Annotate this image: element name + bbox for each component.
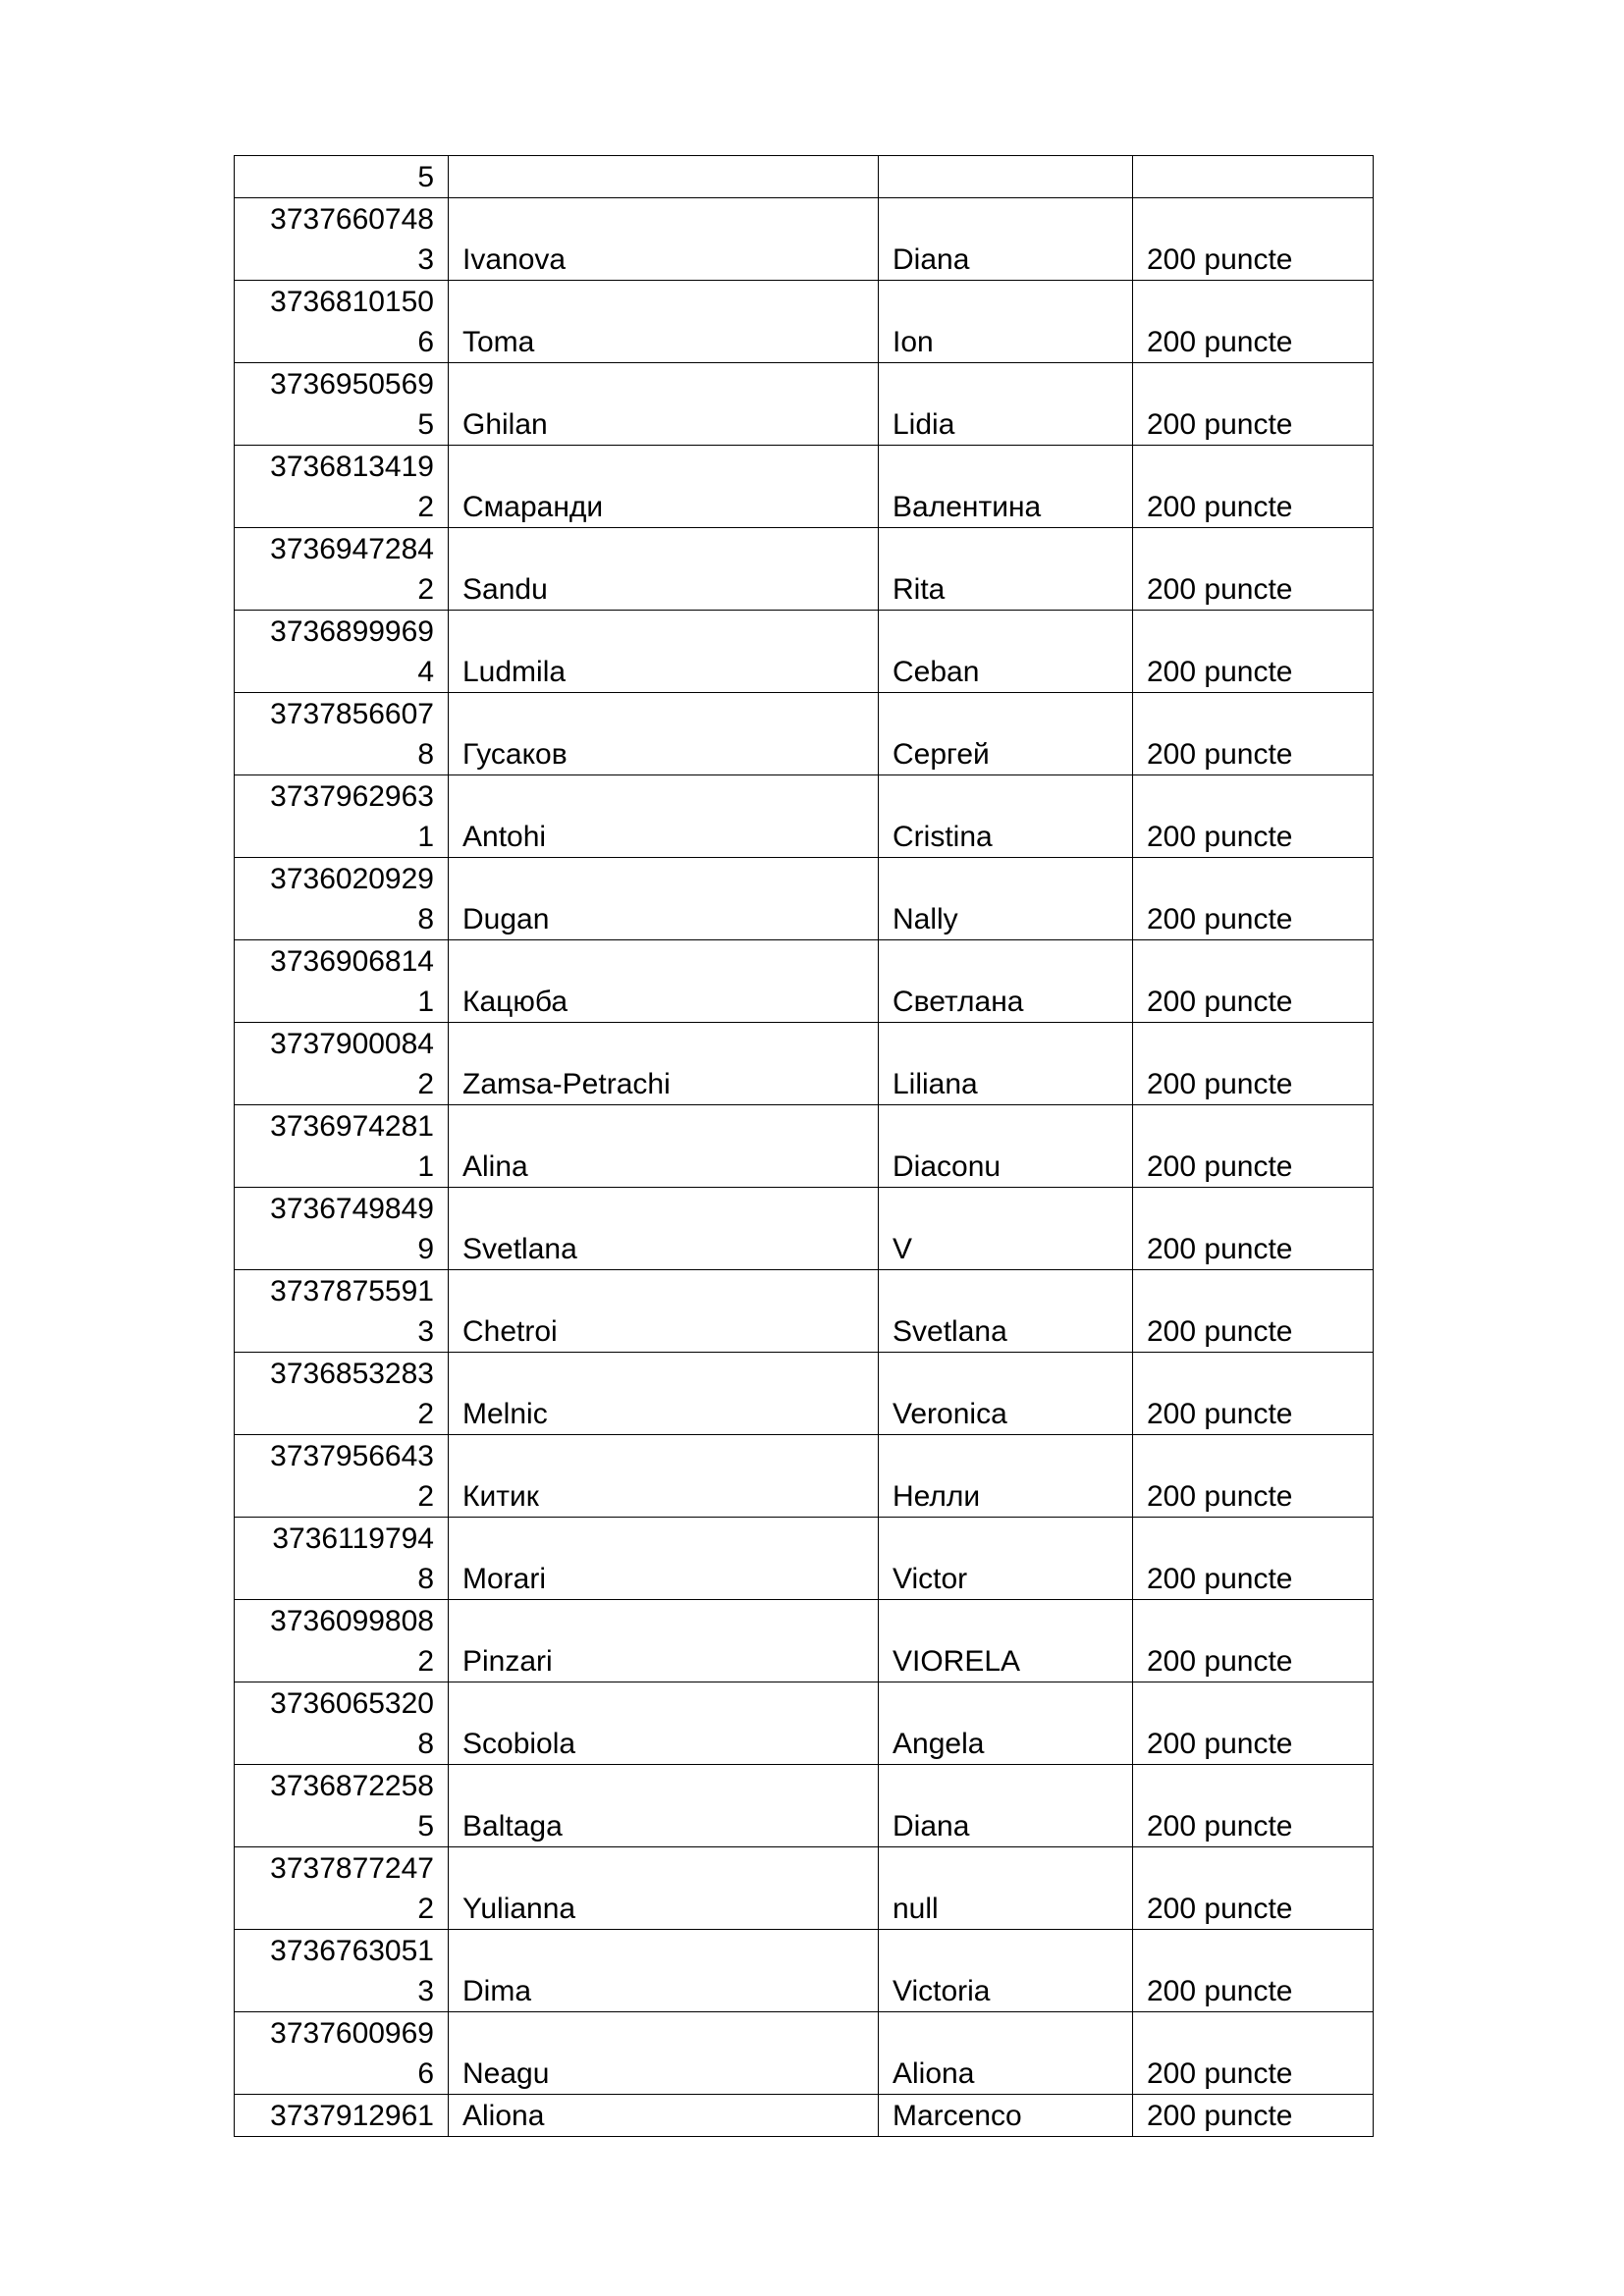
last-name: Toma: [462, 326, 535, 358]
first-name-cell: [879, 858, 1133, 940]
phone-number-part: 3737660748: [270, 203, 434, 236]
last-name: Смаранди: [462, 491, 604, 523]
last-name: Pinzari: [462, 1645, 553, 1678]
phone-number-part: 3736899969: [270, 615, 434, 648]
first-name-cell: [879, 1518, 1133, 1600]
first-name-cell: [879, 2095, 1133, 2137]
last-name-cell: [449, 156, 879, 198]
score-cell: [1133, 1105, 1374, 1188]
table-row: [235, 1270, 1374, 1353]
phone-number-part: 8: [417, 1563, 434, 1595]
score: 200 puncte: [1147, 1150, 1293, 1183]
first-name: Diana: [893, 243, 970, 276]
score-cell: [1133, 1518, 1374, 1600]
score-cell: [1133, 693, 1374, 775]
score: 200 puncte: [1147, 408, 1293, 441]
first-name: Diaconu: [893, 1150, 1001, 1183]
first-name: Liliana: [893, 1068, 978, 1100]
table-row: [235, 693, 1374, 775]
score-cell: [1133, 611, 1374, 693]
last-name-cell: [449, 1600, 879, 1682]
first-name-cell: [879, 1023, 1133, 1105]
last-name: Кацюба: [462, 986, 568, 1018]
phone-number-part: 3736065320: [270, 1687, 434, 1720]
table-row: [235, 1682, 1374, 1765]
first-name: Victor: [893, 1563, 968, 1595]
score: 200 puncte: [1147, 1068, 1293, 1100]
first-name-cell: [879, 1765, 1133, 1847]
phone-number-part: 3737912961: [270, 2100, 434, 2132]
first-name: V: [893, 1233, 913, 1265]
phone-number-part: 3736813419: [270, 451, 434, 483]
last-name-cell: [449, 693, 879, 775]
first-name-cell: [879, 940, 1133, 1023]
phone-number-cell: [235, 693, 449, 775]
score: 200 puncte: [1147, 2057, 1293, 2090]
phone-number-cell: [235, 1105, 449, 1188]
last-name-cell: [449, 281, 879, 363]
last-name: Chetroi: [462, 1315, 558, 1348]
score-cell: [1133, 2012, 1374, 2095]
phone-number-part: 3736950569: [270, 368, 434, 400]
phone-number-cell: [235, 363, 449, 446]
phone-number-cell: [235, 1682, 449, 1765]
last-name-cell: [449, 2095, 879, 2137]
first-name-cell: [879, 198, 1133, 281]
first-name-cell: [879, 281, 1133, 363]
score: 200 puncte: [1147, 326, 1293, 358]
last-name-cell: [449, 858, 879, 940]
last-name: Ivanova: [462, 243, 567, 276]
first-name-cell: [879, 1847, 1133, 1930]
last-name: Ludmila: [462, 656, 567, 688]
first-name: Aliona: [893, 2057, 975, 2090]
phone-number-cell: [235, 2012, 449, 2095]
score-cell: [1133, 1353, 1374, 1435]
last-name-cell: [449, 1188, 879, 1270]
last-name: Yulianna: [462, 1893, 576, 1925]
phone-number-part: 3737877247: [270, 1852, 434, 1885]
score-cell: [1133, 775, 1374, 858]
score-cell: [1133, 858, 1374, 940]
phone-number-part: 9: [417, 1233, 434, 1265]
phone-number-part: 2: [417, 573, 434, 606]
score-cell: [1133, 528, 1374, 611]
first-name-cell: [879, 693, 1133, 775]
phone-number-part: 3: [417, 1975, 434, 2007]
phone-number-part: 3737900084: [270, 1028, 434, 1060]
phone-number-cell: [235, 858, 449, 940]
phone-number-cell: [235, 446, 449, 528]
score: 200 puncte: [1147, 243, 1293, 276]
phone-number-cell: [235, 281, 449, 363]
phone-number-part: 3736947284: [270, 533, 434, 565]
first-name: Victoria: [893, 1975, 991, 2007]
first-name-cell: [879, 446, 1133, 528]
phone-number-cell: [235, 1023, 449, 1105]
phone-number-part: 8: [417, 903, 434, 935]
table-row: [235, 363, 1374, 446]
first-name: Diana: [893, 1810, 970, 1842]
last-name: Neagu: [462, 2057, 550, 2090]
first-name-cell: [879, 528, 1133, 611]
table-row: [235, 1188, 1374, 1270]
last-name: Baltaga: [462, 1810, 563, 1842]
phone-number-part: 3736099808: [270, 1605, 434, 1637]
phone-number-part: 1: [417, 821, 434, 853]
score-cell: [1133, 940, 1374, 1023]
first-name-cell: [879, 1105, 1133, 1188]
last-name: Dugan: [462, 903, 550, 935]
phone-number-part: 3736763051: [270, 1935, 434, 1967]
phone-number-cell: [235, 1270, 449, 1353]
last-name: Китик: [462, 1480, 539, 1513]
first-name: Svetlana: [893, 1315, 1007, 1348]
last-name-cell: [449, 1270, 879, 1353]
phone-number-part: 1: [417, 1150, 434, 1183]
score-cell: [1133, 198, 1374, 281]
table-row: [235, 611, 1374, 693]
last-name: Ghilan: [462, 408, 548, 441]
last-name-cell: [449, 1930, 879, 2012]
phone-number-part: 2: [417, 1068, 434, 1100]
last-name: Zamsa-Petrachi: [462, 1068, 671, 1100]
last-name-cell: [449, 1682, 879, 1765]
first-name: Валентина: [893, 491, 1042, 523]
score: 200 puncte: [1147, 1975, 1293, 2007]
last-name: Antohi: [462, 821, 547, 853]
score: 200 puncte: [1147, 1233, 1293, 1265]
phone-number-part: 3736974281: [270, 1110, 434, 1143]
score: 200 puncte: [1147, 1810, 1293, 1842]
last-name: Melnic: [462, 1398, 548, 1430]
score-cell: [1133, 1847, 1374, 1930]
phone-number-part: 2: [417, 491, 434, 523]
phone-number-part: 2: [417, 1893, 434, 1925]
first-name: VIORELA: [893, 1645, 1021, 1678]
score-cell: [1133, 156, 1374, 198]
first-name-cell: [879, 611, 1133, 693]
score-cell: [1133, 2095, 1374, 2137]
score: 200 puncte: [1147, 1728, 1293, 1760]
last-name-cell: [449, 1518, 879, 1600]
first-name: Светлана: [893, 986, 1024, 1018]
phone-number-cell: [235, 1847, 449, 1930]
phone-number-part: 3736810150: [270, 286, 434, 318]
first-name-cell: [879, 1188, 1133, 1270]
score: 200 puncte: [1147, 2100, 1293, 2132]
table-row: [235, 1105, 1374, 1188]
phone-number-part: 3736749849: [270, 1193, 434, 1225]
phone-number-part: 5: [417, 1810, 434, 1842]
score-cell: [1133, 1930, 1374, 2012]
table-row: [235, 940, 1374, 1023]
score-cell: [1133, 1765, 1374, 1847]
phone-number-cell: [235, 775, 449, 858]
last-name: Scobiola: [462, 1728, 576, 1760]
score: 200 puncte: [1147, 903, 1293, 935]
score-cell: [1133, 1600, 1374, 1682]
score-cell: [1133, 363, 1374, 446]
score-cell: [1133, 446, 1374, 528]
phone-number-cell: [235, 1435, 449, 1518]
first-name-cell: [879, 363, 1133, 446]
first-name: Сергей: [893, 738, 990, 771]
table-row: [235, 1023, 1374, 1105]
phone-number-cell: [235, 1600, 449, 1682]
table-row: [235, 2012, 1374, 2095]
phone-number-part: 2: [417, 1398, 434, 1430]
table-row: [235, 281, 1374, 363]
phone-number-part: 3: [417, 1315, 434, 1348]
table-row: [235, 1353, 1374, 1435]
phone-number-part: 3736906814: [270, 945, 434, 978]
table-row: [235, 1765, 1374, 1847]
score: 200 puncte: [1147, 1563, 1293, 1595]
table-row: [235, 1518, 1374, 1600]
table-row: [235, 446, 1374, 528]
last-name: Alina: [462, 1150, 528, 1183]
score-cell: [1133, 1682, 1374, 1765]
phone-number-cell: [235, 611, 449, 693]
last-name: Aliona: [462, 2100, 545, 2132]
first-name: Ion: [893, 326, 934, 358]
first-name-cell: [879, 775, 1133, 858]
first-name: Ceban: [893, 656, 980, 688]
table-row: [235, 1435, 1374, 1518]
score: 200 puncte: [1147, 573, 1293, 606]
score: 200 puncte: [1147, 491, 1293, 523]
phone-number-cell: [235, 1353, 449, 1435]
results-table-body: [235, 156, 1374, 2137]
phone-number-part: 1: [417, 986, 434, 1018]
last-name: Svetlana: [462, 1233, 577, 1265]
last-name: Sandu: [462, 573, 548, 606]
phone-number-part: 8: [417, 738, 434, 771]
phone-number-part: 3736872258: [270, 1770, 434, 1802]
first-name: Нелли: [893, 1480, 981, 1513]
phone-number-part: 2: [417, 1645, 434, 1678]
last-name-cell: [449, 1105, 879, 1188]
table-row: [235, 858, 1374, 940]
phone-number-part: 2: [417, 1480, 434, 1513]
last-name: Dima: [462, 1975, 532, 2007]
phone-number-cell: [235, 1188, 449, 1270]
phone-number-part: 5: [417, 408, 434, 441]
score: 200 puncte: [1147, 986, 1293, 1018]
score: 200 puncte: [1147, 1893, 1293, 1925]
first-name-cell: [879, 1353, 1133, 1435]
table-row: [235, 1600, 1374, 1682]
phone-number-part: 3: [417, 243, 434, 276]
score: 200 puncte: [1147, 1645, 1293, 1678]
phone-number-part: 6: [417, 2057, 434, 2090]
score: 200 puncte: [1147, 656, 1293, 688]
phone-number-part: 8: [417, 1728, 434, 1760]
first-name-cell: [879, 1682, 1133, 1765]
phone-number-part: 3736853283: [270, 1358, 434, 1390]
table-row: [235, 2095, 1374, 2137]
table-row: [235, 156, 1374, 198]
last-name: Morari: [462, 1563, 547, 1595]
last-name-cell: [449, 611, 879, 693]
phone-number-part: 3736020929: [270, 863, 434, 895]
score: 200 puncte: [1147, 1480, 1293, 1513]
last-name-cell: [449, 1765, 879, 1847]
score: 200 puncte: [1147, 1315, 1293, 1348]
first-name: Veronica: [893, 1398, 1007, 1430]
phone-number-part: 3737956643: [270, 1440, 434, 1472]
phone-number-cell: [235, 528, 449, 611]
results-table: [234, 155, 1374, 2137]
phone-number-cell: [235, 1930, 449, 2012]
last-name: Гусаков: [462, 738, 568, 771]
phone-number-cell: [235, 198, 449, 281]
score-cell: [1133, 1435, 1374, 1518]
phone-number-part: 3736119794: [272, 1522, 434, 1555]
table-row: [235, 775, 1374, 858]
first-name-cell: [879, 1435, 1133, 1518]
first-name: Angela: [893, 1728, 985, 1760]
table-row: [235, 528, 1374, 611]
score-cell: [1133, 1270, 1374, 1353]
first-name-cell: [879, 1270, 1133, 1353]
table-row: [235, 198, 1374, 281]
last-name-cell: [449, 1353, 879, 1435]
first-name: Nally: [893, 903, 958, 935]
score: 200 puncte: [1147, 738, 1293, 771]
first-name-cell: [879, 156, 1133, 198]
phone-number-part: 4: [417, 656, 434, 688]
first-name: Marcenco: [893, 2100, 1022, 2132]
last-name-cell: [449, 775, 879, 858]
score: 200 puncte: [1147, 1398, 1293, 1430]
phone-number-part: 3737600969: [270, 2017, 434, 2050]
last-name-cell: [449, 1847, 879, 1930]
last-name-cell: [449, 446, 879, 528]
phone-number-part: 3737962963: [270, 780, 434, 813]
phone-number-cell: [235, 940, 449, 1023]
score: 200 puncte: [1147, 821, 1293, 853]
phone-number-part: 6: [417, 326, 434, 358]
first-name-cell: [879, 1930, 1133, 2012]
phone-number-cell: [235, 2095, 449, 2137]
first-name: Cristina: [893, 821, 993, 853]
first-name: Lidia: [893, 408, 955, 441]
last-name-cell: [449, 2012, 879, 2095]
phone-number-cell: [235, 156, 449, 198]
table-row: [235, 1847, 1374, 1930]
score-cell: [1133, 1188, 1374, 1270]
first-name-cell: [879, 1600, 1133, 1682]
phone-number-part: 3737856607: [270, 698, 434, 730]
last-name-cell: [449, 363, 879, 446]
last-name-cell: [449, 1435, 879, 1518]
last-name-cell: [449, 528, 879, 611]
score-cell: [1133, 281, 1374, 363]
score-cell: [1133, 1023, 1374, 1105]
phone-number-part: 5: [417, 161, 434, 193]
last-name-cell: [449, 1023, 879, 1105]
first-name-cell: [879, 2012, 1133, 2095]
phone-number-cell: [235, 1518, 449, 1600]
last-name-cell: [449, 198, 879, 281]
first-name: null: [893, 1893, 939, 1925]
table-row: [235, 1930, 1374, 2012]
phone-number-cell: [235, 1765, 449, 1847]
last-name-cell: [449, 940, 879, 1023]
phone-number-part: 3737875591: [270, 1275, 434, 1308]
first-name: Rita: [893, 573, 946, 606]
